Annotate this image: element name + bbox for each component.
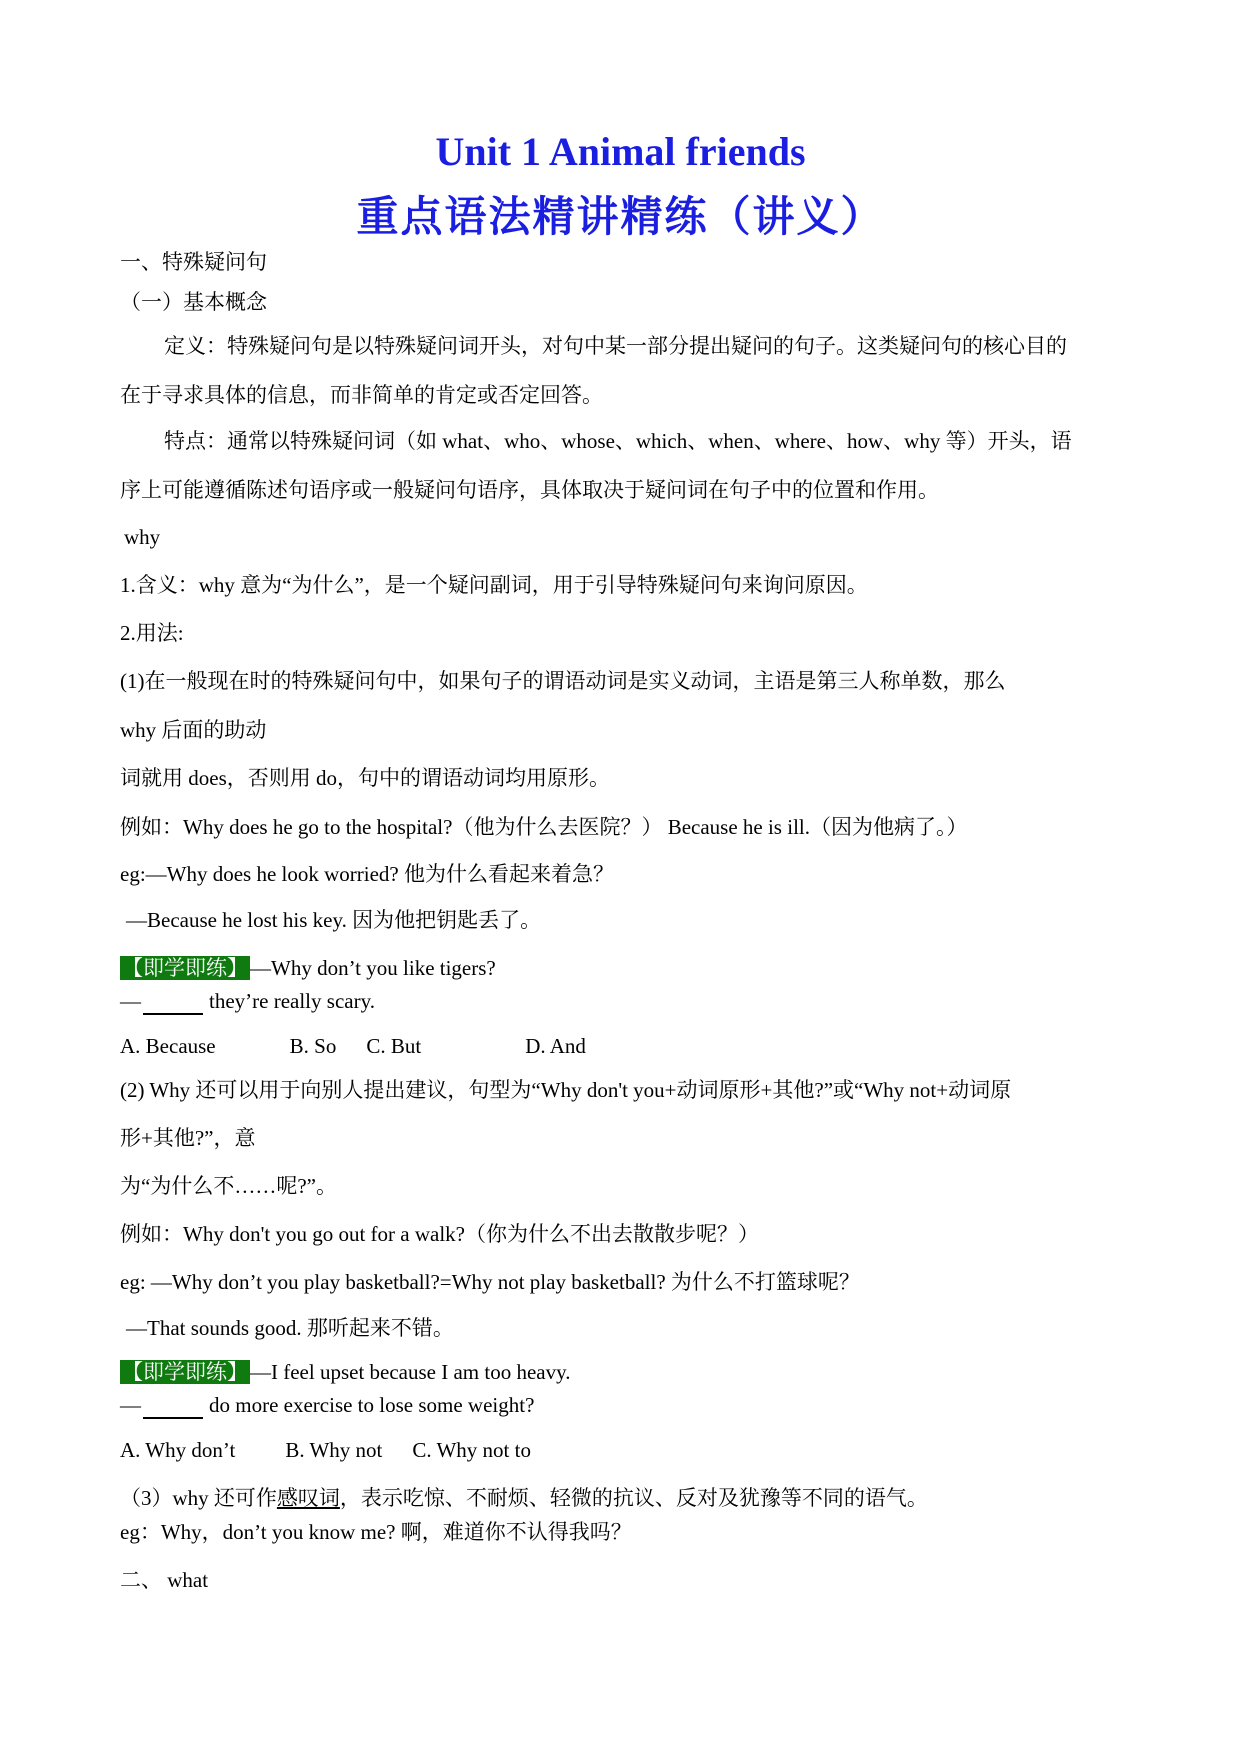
usage-2-eg-answer: —That sounds good. 那听起来不错。 bbox=[126, 1316, 454, 1340]
practice-2-question bbox=[120, 1358, 571, 1386]
option-a[interactable]: A. Why don’t bbox=[120, 1438, 236, 1462]
subsection-heading-basic-concept: （一）基本概念 bbox=[120, 290, 267, 314]
practice-1-answer-text: they’re really scary. bbox=[209, 989, 375, 1013]
usage-3-underlined-term: 感叹词 bbox=[276, 1486, 340, 1510]
usage-2-line-1: (2) Why 还可以用于向别人提出建议，句型为“Why don't you+动词原形+其他?”或“Why not+动词原 bbox=[120, 1078, 1012, 1102]
practice-1-answer bbox=[120, 987, 375, 1015]
option-c[interactable]: C. Why not to bbox=[412, 1438, 531, 1462]
answer-blank[interactable] bbox=[143, 993, 203, 1015]
option-b[interactable]: B. So bbox=[289, 1034, 337, 1058]
usage-2-line-3: 为“为什么不……呢?”。 bbox=[120, 1174, 337, 1198]
option-d[interactable]: D. And bbox=[525, 1034, 586, 1058]
practice-1-question bbox=[120, 954, 496, 982]
practice-1-options bbox=[120, 1032, 586, 1060]
practice-2-answer bbox=[120, 1391, 534, 1419]
usage-1-example: 例如：Why does he go to the hospital?（他为什么去医院？） Because he is ill.（因为他病了。） bbox=[120, 815, 968, 839]
feature-line-1: 特点：通常以特殊疑问词（如 what、who、whose、which、when、where、how、why 等）开头，语 bbox=[164, 429, 1072, 453]
usage-1-eg-answer: —Because he lost his key. 因为他把钥匙丢了。 bbox=[126, 908, 542, 932]
title-english: Unit 1 Animal friends bbox=[435, 129, 806, 174]
feature-line-2: 序上可能遵循陈述句语序或一般疑问句语序，具体取决于疑问词在句子中的位置和作用。 bbox=[120, 478, 939, 502]
dash: — bbox=[120, 989, 141, 1013]
option-b[interactable]: B. Why not bbox=[285, 1438, 383, 1462]
practice-badge: 【即学即练】 bbox=[122, 956, 248, 980]
usage-3-eg: eg：Why，don’t you know me? 啊，难道你不认得我吗？ bbox=[120, 1520, 632, 1544]
usage-3-prefix: （3）why 还可作 bbox=[120, 1486, 277, 1510]
usage-2-eg-question: eg: —Why don’t you play basketball?=Why not play basketball? 为什么不打篮球呢？ bbox=[120, 1270, 860, 1294]
usage-2-example: 例如：Why don't you go out for a walk?（你为什么不出去散散步呢？） bbox=[120, 1222, 759, 1246]
section-heading-1: 一、特殊疑问句 bbox=[120, 250, 267, 274]
answer-blank[interactable] bbox=[143, 1397, 203, 1419]
usage-1-line-1: (1)在一般现在时的特殊疑问句中，如果句子的谓语动词是实义动词，主语是第三人称单数，那么 bbox=[120, 669, 1006, 693]
practice-badge: 【即学即练】 bbox=[122, 1360, 248, 1384]
option-c[interactable]: C. But bbox=[366, 1034, 422, 1058]
usage-3-suffix: ，表示吃惊、不耐烦、轻微的抗议、反对及犹豫等不同的语气。 bbox=[339, 1486, 928, 1510]
practice-2-answer-text: do more exercise to lose some weight? bbox=[209, 1393, 535, 1417]
usage-1-eg-question: eg:—Why does he look worried? 他为什么看起来着急？ bbox=[120, 862, 615, 886]
title-chinese: 重点语法精讲精练（讲义） bbox=[356, 192, 885, 241]
practice-2-options bbox=[120, 1436, 531, 1464]
why-meaning: 1.含义：why 意为“为什么”，是一个疑问副词，用于引导特殊疑问句来询问原因。 bbox=[120, 573, 868, 597]
why-heading: why bbox=[124, 525, 161, 549]
definition-line-1: 定义：特殊疑问句是以特殊疑问词开头，对句中某一部分提出疑问的句子。这类疑问句的核心目的 bbox=[164, 334, 1067, 358]
usage-1-line-2: why 后面的助动 bbox=[120, 718, 267, 742]
usage-1-line-3: 词就用 does，否则用 do，句中的谓语动词均用原形。 bbox=[120, 766, 610, 790]
section-heading-2: 二、 what bbox=[120, 1568, 209, 1592]
usage-3-line bbox=[120, 1484, 928, 1512]
practice-1-question-text: —Why don’t you like tigers? bbox=[250, 956, 496, 980]
option-a[interactable]: A. Because bbox=[120, 1034, 216, 1058]
practice-2-question-text: —I feel upset because I am too heavy. bbox=[250, 1360, 571, 1384]
definition-line-2: 在于寻求具体的信息，而非简单的肯定或否定回答。 bbox=[120, 383, 603, 407]
dash: — bbox=[120, 1393, 141, 1417]
usage-2-line-2: 形+其他?”，意 bbox=[120, 1126, 256, 1150]
usage-heading: 2.用法: bbox=[120, 621, 184, 645]
